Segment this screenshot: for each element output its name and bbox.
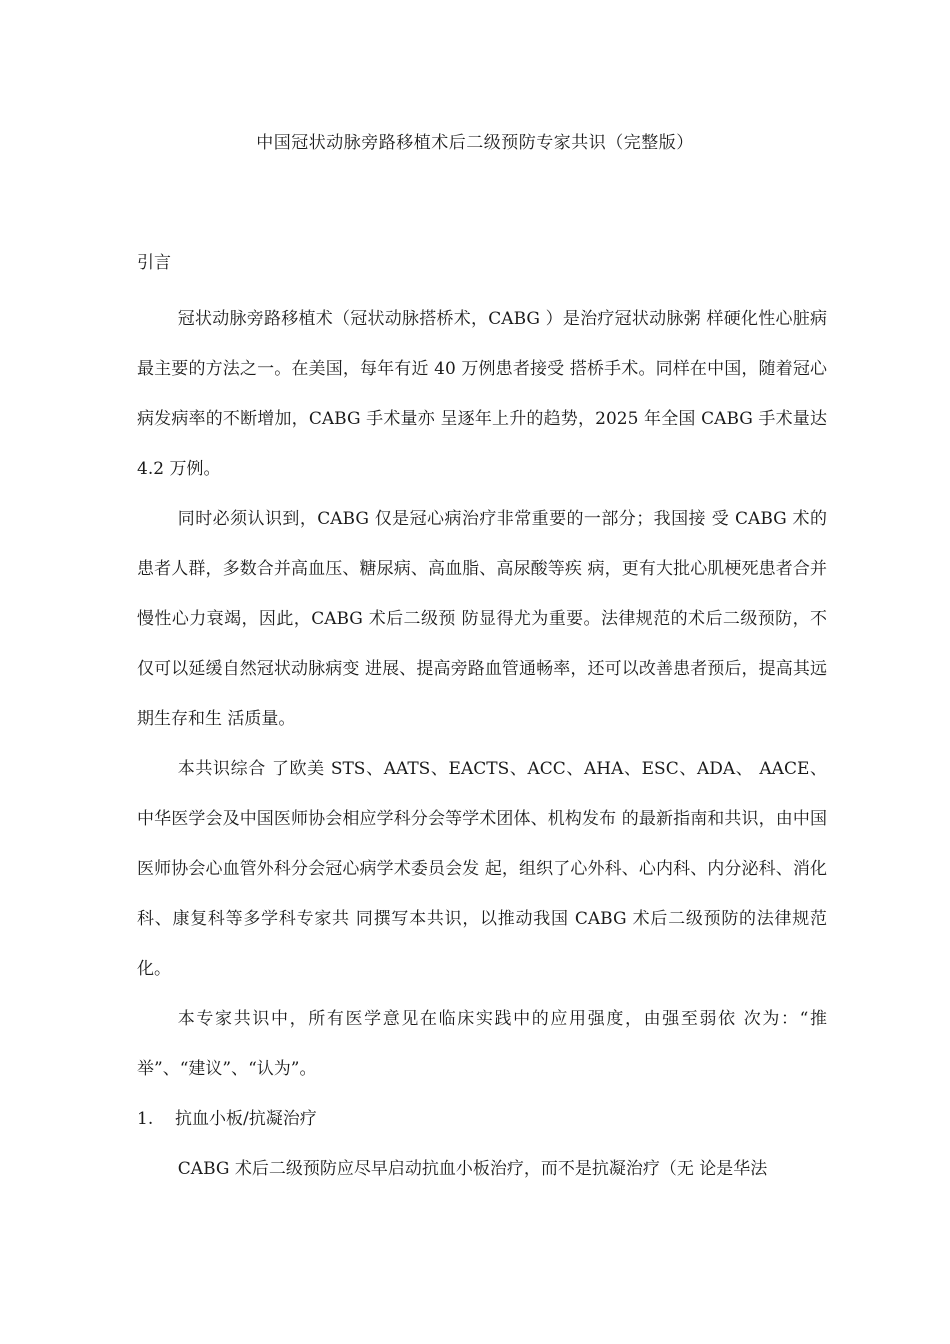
section-number: 1. bbox=[137, 1109, 154, 1129]
paragraph-intro-1: 冠状动脉旁路移植术（冠状动脉搭桥术，CABG ）是治疗冠状动脉粥 样硬化性心脏病最主要的方法之一。在美国，每年有近 40 万例患者接受 搭桥手术。同样在中国，随着冠心病发病率的不断增加，CABG 手术量亦 呈逐年上升的趋势，2025 年全国 CABG 手术量达 4.2 万例。 bbox=[137, 309, 827, 479]
intro-heading: 引言 bbox=[137, 253, 171, 273]
paragraph-intro-3: 本共识综合 了欧美 STS、AATS、EACTS、ACC、AHA、ESC、ADA、 AACE、中华医学会及中国医师协会相应学科分会等学术团体、机构发布 的最新指南和共识，由中国医师协会心血管外科分会冠心病学术委员会发 起，组织了心外科、心内科、内分泌科、消化科、康复科等多学科专家共 同撰写本共识，以推动我国 CABG 术后二级预防的法律规范化。 bbox=[137, 759, 827, 979]
document-title: 中国冠状动脉旁路移植术后二级预防专家共识（完整版） bbox=[256, 133, 694, 153]
paragraph-intro-4: 本专家共识中，所有医学意见在临床实践中的应用强度，由强至弱依 次为：“推举”、“建议”、“认为”。 bbox=[137, 1009, 827, 1079]
section-heading-1 bbox=[137, 1094, 827, 1144]
document-body bbox=[137, 294, 827, 1194]
paragraph-section-1: CABG 术后二级预防应尽早启动抗血小板治疗，而不是抗凝治疗（无 论是华法 bbox=[177, 1159, 768, 1179]
paragraph-intro-2: 同时必须认识到，CABG 仅是冠心病治疗非常重要的一部分；我国接 受 CABG 术的患者人群，多数合并高血压、糖尿病、高血脂、高尿酸等疾 病，更有大批心肌梗死患者合并慢性心力衰竭，因此，CABG 术后二级预 防显得尤为重要。法律规范的术后二级预防，不仅可以延缓自然冠状动脉病变 进展、提高旁路血管通畅率，还可以改善患者预后，提高其远期生存和生 活质量。 bbox=[137, 509, 827, 729]
section-title: 抗血小板/抗凝治疗 bbox=[175, 1109, 317, 1129]
